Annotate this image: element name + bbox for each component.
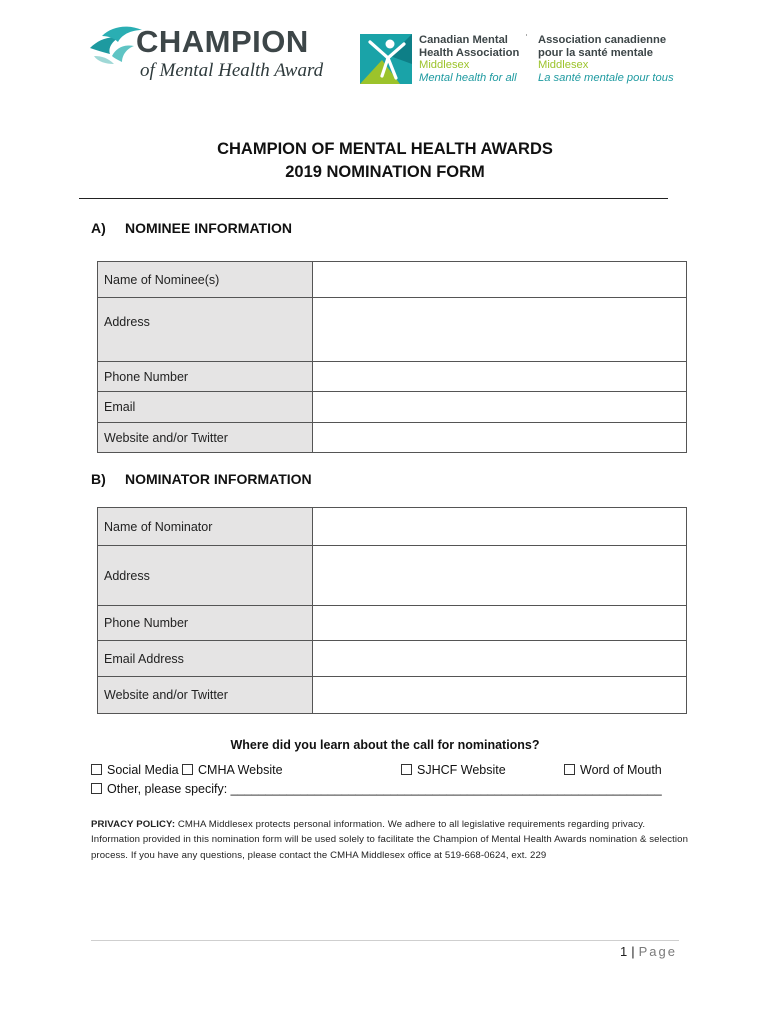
section-b-letter: B) [91,471,106,487]
cmha-en-tagline: Mental health for all [419,71,517,84]
learn-question: Where did you learn about the call for nominations? [230,738,540,752]
nominee-website-field[interactable] [313,423,687,453]
form-subtitle: 2019 NOMINATION FORM [285,163,485,181]
option-other[interactable] [91,782,662,796]
table-row [98,508,687,546]
table-row [98,298,687,362]
page-separator: | [631,944,635,959]
privacy-policy [91,817,691,863]
cmha-english-text [419,34,519,84]
champion-subtitle: of Mental Health Award [140,60,324,81]
table-row [98,362,687,392]
cmha-logo [360,34,680,88]
nominee-name-label: Name of Nominee(s) [98,262,313,298]
nominator-name-label: Name of Nominator [98,508,313,546]
cmha-en-line2: Health Association [419,46,520,59]
cmha-divider [526,34,527,36]
section-b-heading: NOMINATOR INFORMATION [125,471,312,487]
cmha-figure-icon [360,34,412,84]
nominator-website-field[interactable] [313,677,687,714]
cmha-en-line1: Canadian Mental [419,34,508,46]
nominee-email-label: Email [98,392,313,423]
table-row [98,606,687,641]
page-number: 1 [620,944,628,959]
nominator-email-field[interactable] [313,641,687,677]
nominator-address-field[interactable] [313,546,687,606]
nominee-address-field[interactable] [313,298,687,362]
option-label: Word of Mouth [580,763,662,777]
table-row [98,546,687,606]
cmha-fr-line2: pour la santé mentale [538,46,654,59]
section-a-letter: A) [91,220,106,236]
form-title: CHAMPION OF MENTAL HEALTH AWARDS [217,140,553,158]
section-a-heading: NOMINEE INFORMATION [125,220,292,236]
option-label: Other, please specify: ______________________________________________________________ [107,782,662,796]
checkbox-icon[interactable] [91,783,102,794]
table-row [98,423,687,453]
privacy-text: CMHA Middlesex protects personal information. We adhere to all legislative requirements regarding privacy. Information provided in this nomination form will be used solely to facilitate the Champion of Mental Health Awards nomination & selection process. If you have any questions, please contact the CMHA Middlesex office at 519-668-0624, ext. 229 [91,819,689,861]
nominator-website-label: Website and/or Twitter [98,677,313,714]
footer-divider [91,940,679,941]
option-label: SJHCF Website [417,763,506,777]
table-row [98,392,687,423]
nominator-email-label: Email Address [98,641,313,677]
cmha-en-line3: Middlesex [419,59,470,72]
cmha-french-text [538,34,674,84]
nominator-phone-label: Phone Number [98,606,313,641]
champion-award-logo [88,22,324,84]
nominee-table [97,261,687,453]
option-label: Social Media [107,763,179,777]
champion-wordmark: CHAMPION [136,24,309,59]
nominee-phone-label: Phone Number [98,362,313,392]
option-label: CMHA Website [198,763,283,777]
cmha-fr-line1: Association canadienne [538,34,667,46]
checkbox-icon[interactable] [564,764,575,775]
option-social-media[interactable] [91,763,179,777]
table-row [98,641,687,677]
page-label: Page [638,944,677,959]
nominator-phone-field[interactable] [313,606,687,641]
checkbox-icon[interactable] [91,764,102,775]
nominator-table [97,507,687,714]
title-divider [79,198,668,199]
cmha-fr-tagline: La santé mentale pour tous [538,71,674,84]
checkbox-icon[interactable] [182,764,193,775]
checkbox-icon[interactable] [401,764,412,775]
privacy-label: PRIVACY POLICY: [91,819,176,830]
nominee-name-field[interactable] [313,262,687,298]
nominee-address-label: Address [98,298,313,362]
cmha-fr-line3: Middlesex [538,59,589,72]
nominee-phone-field[interactable] [313,362,687,392]
option-word-of-mouth[interactable] [564,763,662,777]
table-row [98,262,687,298]
option-cmha-website[interactable] [182,763,283,777]
nominee-email-field[interactable] [313,392,687,423]
table-row [98,677,687,714]
option-sjhcf-website[interactable] [401,763,506,777]
nominee-website-label: Website and/or Twitter [98,423,313,453]
nominator-name-field[interactable] [313,508,687,546]
nominator-address-label: Address [98,546,313,606]
page-footer [620,944,677,959]
